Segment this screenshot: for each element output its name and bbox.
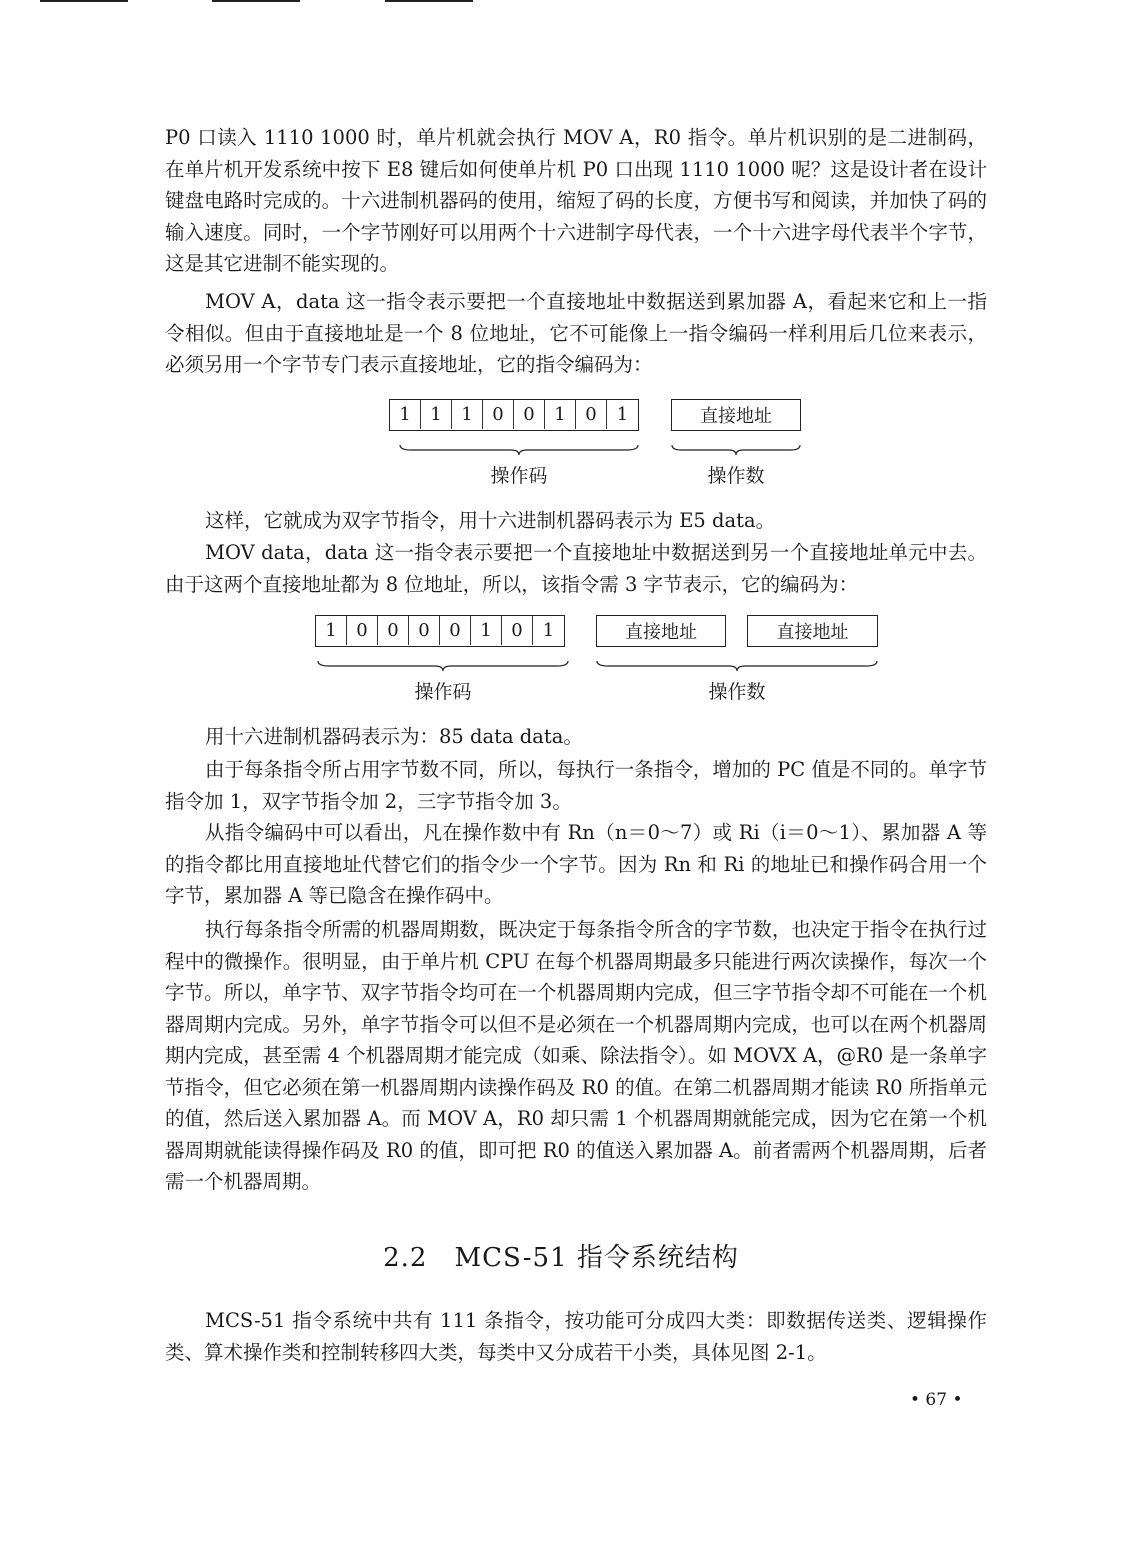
paragraph-7: 从指令编码中可以看出，凡在操作数中有 Rn（n＝0～7）或 Ri（i＝0～1）、累加器 A 等的指令都比用直接地址代替它们的指令少一个字节。因为 Rn 和 Ri 的地址已和操作码合用一个字节，累加器 A 等已隐含在操作码中。 <box>165 821 987 907</box>
paragraph-5: 用十六进制机器码表示为：85 data data。 <box>205 725 583 748</box>
top-rule <box>385 0 473 2</box>
opcode-bit-row <box>389 399 639 431</box>
paragraph-1: P0 口读入 1110 1000 时，单片机就会执行 MOV A，R0 指令。单片机识别的是二进制码，在单片机开发系统中按下 E8 键后如何使单片机 P0 口出现 1110 1000 呢？这是设计者在设计键盘电路时完成的。十六进制机器码的使用，缩短了码的长度，方便书写和阅读，并加快了码的输入速度。同时，一个字节刚好可以用两个十六进制字母代表，一个十六进字母代表半个字节，这是其它进制不能实现的。 <box>165 126 987 275</box>
operand-label: 操作数 <box>707 465 765 487</box>
paragraph-2: MOV A，data 这一指令表示要把一个直接地址中数据送到累加器 A，看起来它和上一指令相似。但由于直接地址是一个 8 位地址，它不可能像上一指令编码一样利用后几位来表示，必须另用一个字节专门表示直接地址，它的指令编码为： <box>165 290 987 376</box>
opcode-bit: 0 <box>502 616 533 645</box>
opcode-brace <box>317 659 569 673</box>
section-heading: 2.2 MCS-51 指令系统结构 <box>383 1243 739 1273</box>
opcode-bit: 1 <box>545 400 576 429</box>
operand-label: 操作数 <box>708 681 766 703</box>
top-rule <box>40 0 128 2</box>
opcode-bit: 1 <box>471 616 502 645</box>
paragraph-9: MCS-51 指令系统中共有 111 条指令，按功能可分成四大类：即数据传送类、逻辑操作类、算术操作类和控制转移四大类，每类中又分成若干小类，具体见图 2-1。 <box>165 1309 987 1364</box>
direct-address-field: 直接地址 <box>671 399 801 431</box>
opcode-label: 操作码 <box>490 465 548 487</box>
opcode-bit: 1 <box>421 400 452 429</box>
direct-address-field: 直接地址 <box>596 615 726 647</box>
opcode-bit: 1 <box>316 616 347 645</box>
opcode-bit: 1 <box>390 400 421 429</box>
opcode-bit: 0 <box>347 616 378 645</box>
opcode-brace <box>399 443 639 457</box>
operand-brace <box>671 443 801 457</box>
opcode-bit-row <box>315 615 565 647</box>
opcode-bit: 0 <box>409 616 440 645</box>
encoding-diagram-two-byte <box>389 399 809 499</box>
opcode-bit: 0 <box>576 400 607 429</box>
opcode-label: 操作码 <box>414 681 472 703</box>
paragraph-4: MOV data，data 这一指令表示要把一个直接地址中数据送到另一个直接地址单元中去。由于这两个直接地址都为 8 位地址，所以，该指令需 3 字节表示，它的编码为： <box>165 541 987 596</box>
top-rule <box>212 0 300 2</box>
encoding-diagram-three-byte <box>315 615 885 715</box>
opcode-bit: 0 <box>483 400 514 429</box>
paragraph-6: 由于每条指令所占用字节数不同，所以，每执行一条指令，增加的 PC 值是不同的。单字节指令加 1，双字节指令加 2，三字节指令加 3。 <box>165 758 987 813</box>
opcode-bit: 0 <box>514 400 545 429</box>
paragraph-8: 执行每条指令所需的机器周期数，既决定于每条指令所含的字节数，也决定于指令在执行过程中的微操作。很明显，由于单片机 CPU 在每个机器周期最多只能进行两次读操作，每次一个字节。所以，单字节、双字节指令均可在一个机器周期内完成，但三字节指令却不可能在一个机器周期内完成。另外，单字节指令可以但不是必须在一个机器周期内完成，也可以在两个机器周期内完成，甚至需 4 个机器周期才能完成（如乘、除法指令）。如 MOVX A，@R0 是一条单字节指令，但它必须在第一机器周期内读操作码及 R0 的值。在第二机器周期才能读 R0 所指单元的值，然后送入累加器 A。而 MOV A，R0 却只需 1 个机器周期就能完成，因为它在第一个机器周期就能读得操作码及 R0 的值，即可把 R0 的值送入累加器 A。前者需两个机器周期，后者需一个机器周期。 <box>165 918 987 1193</box>
paragraph-3: 这样，它就成为双字节指令，用十六进制机器码表示为 E5 data。 <box>205 509 776 532</box>
opcode-bit: 0 <box>440 616 471 645</box>
page-number: • 67 • <box>910 1390 963 1410</box>
direct-address-field: 直接地址 <box>747 615 878 647</box>
opcode-bit: 0 <box>378 616 409 645</box>
opcode-bit: 1 <box>452 400 483 429</box>
operand-brace <box>596 659 878 673</box>
opcode-bit: 1 <box>616 404 629 425</box>
opcode-bit: 1 <box>542 620 555 641</box>
